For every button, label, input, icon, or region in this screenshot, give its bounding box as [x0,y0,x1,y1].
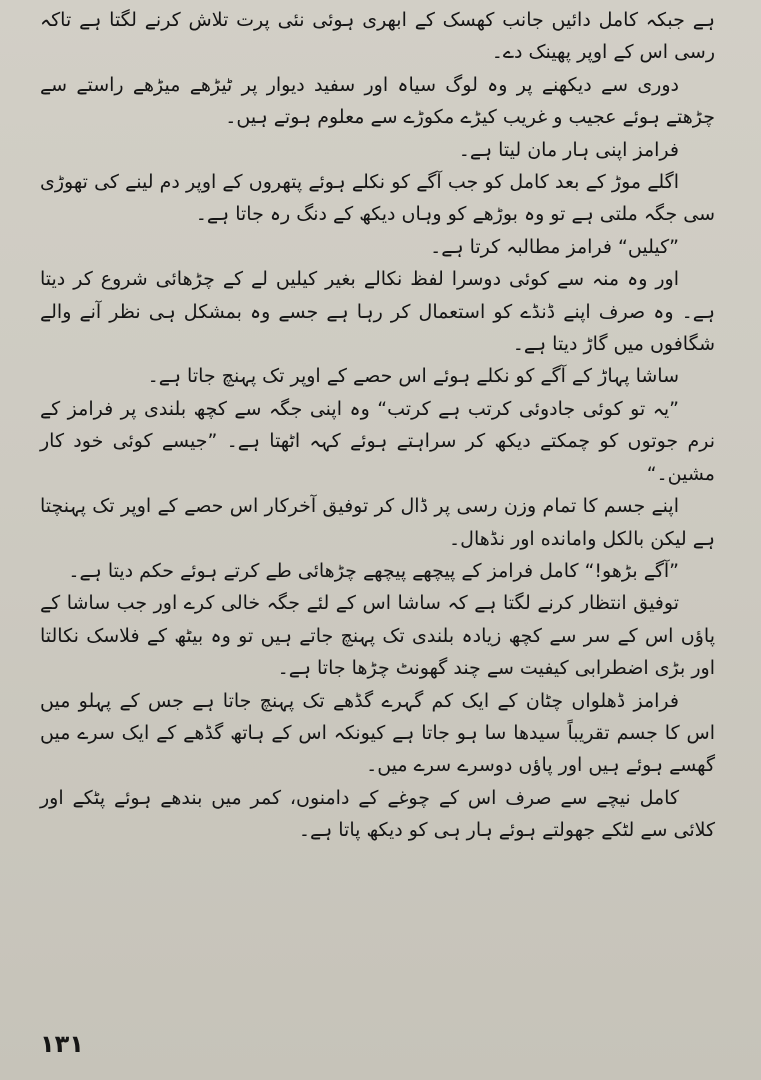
page-body-text [40,4,715,847]
paragraph: ہے جبکہ کامل دائیں جانب کھسک کے ابھری ہوئی نئی پرت تلاش کرنے لگتا ہے تاکہ رسی اس کے اوپر پھینک دے۔ [40,9,715,64]
paragraph: توفیق انتظار کرنے لگتا ہے کہ ساشا اس کے لئے جگہ خالی کرے اور جب ساشا کے پاؤں اس کے سر سے کچھ زیادہ بلندی تک پہنچ جاتے ہیں تو وہ بیٹھ کے فلاسک نکالتا اور بڑی اضطرابی کیفیت سے چند گھونٹ چڑھا جاتا ہے۔ [40,592,715,680]
paragraph: ”کیلیں“ فرامز مطالبہ کرتا ہے۔ [430,235,679,258]
paragraph: ساشا پہاڑ کے آگے کو نکلے ہوئے اس حصے کے اوپر تک پہنچ جاتا ہے۔ [147,365,679,388]
paragraph: اگلے موڑ کے بعد کامل کو جب آگے کو نکلے ہوئے پتھروں کے اوپر دم لینے کی تھوڑی سی جگہ ملتی ہے تو وہ بوڑھے کو وہاں دیکھ کے دنگ رہ جاتا ہے۔ [40,171,715,226]
paragraph: فرامز ڈھلواں چٹان کے ایک کم گہرے گڈھے تک پہنچ جاتا ہے جس کے پہلو میں اس کا جسم تقریباً سیدھا سا ہو جاتا ہے کیونکہ اس کے ہاتھ گڈھے کے ایک سرے میں گھسے ہوئے ہیں اور پاؤں دوسرے سرے میں۔ [40,689,715,777]
paragraph: ”یہ تو کوئی جادوئی کرتب ہے کرتب“ وہ اپنی جگہ سے کچھ بلندی پر فرامز کے نرم جوتوں کو چمکتے دیکھ کر سراہتے ہوئے کہہ اٹھتا ہے۔ ”جیسے کوئی خود کار مشین۔“ [40,397,715,485]
paragraph: اور وہ منہ سے کوئی دوسرا لفظ نکالے بغیر کیلیں لے کے چڑھائی شروع کر دیتا ہے۔ وہ صرف اپنے ڈنڈے کو استعمال کر رہا ہے جسے وہ بمشکل ہی نظر آنے والے شگافوں میں گاڑ دیتا ہے۔ [40,268,715,356]
paragraph: دوری سے دیکھنے پر وہ لوگ سیاہ اور سفید دیوار پر ٹیڑھے میڑھے راستے سے چڑھتے ہوئے عجیب و غریب کیڑے مکوڑے سے معلوم ہوتے ہیں۔ [40,73,715,129]
paragraph: اپنے جسم کا تمام وزن رسی پر ڈال کر توفیق آخرکار اس حصے کے اوپر تک پہنچتا ہے لیکن بالکل وامانده اور نڈھال۔ [40,495,715,550]
paragraph: کامل نیچے سے صرف اس کے چوغے کے دامنوں، کمر میں بندھے ہوئے پٹکے اور کلائی سے لٹکے جھولتے ہوئے ہار ہی کو دیکھ پاتا ہے۔ [40,786,715,842]
paragraph: ”آگے بڑھو!“ کامل فرامز کے پیچھے پیچھے چڑھائی طے کرتے ہوئے حکم دیتا ہے۔ [68,559,679,582]
page-number: ۱۳۱ [40,1030,84,1058]
paragraph: فرامز اپنی ہار مان لیتا ہے۔ [458,138,679,161]
